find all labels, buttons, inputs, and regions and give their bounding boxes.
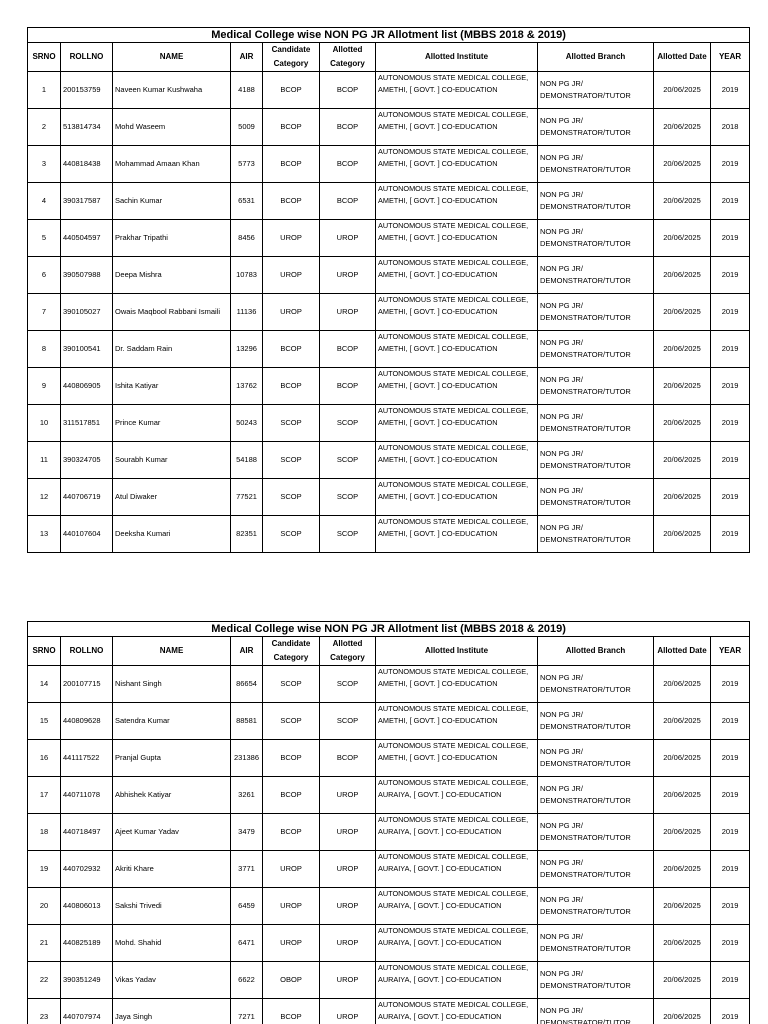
cell-candidate-category: BCOP [263, 777, 320, 814]
cell-allotted-branch: NON PG JR/ DEMONSTRATOR/TUTOR [538, 109, 654, 146]
cell-allotted-institute: AUTONOMOUS STATE MEDICAL COLLEGE, AURAIYA, [ GOVT. ] CO-EDUCATION [376, 962, 538, 999]
cell-allotted-date: 20/06/2025 [654, 888, 711, 925]
cell-air: 6622 [231, 962, 263, 999]
cell-srno: 7 [28, 294, 61, 331]
cell-candidate-category: UROP [263, 294, 320, 331]
table-row [28, 925, 750, 962]
cell-rollno: 390351249 [61, 962, 113, 999]
cell-allotted-date: 20/06/2025 [654, 183, 711, 220]
cell-allotted-date: 20/06/2025 [654, 368, 711, 405]
table-row [28, 516, 750, 553]
cell-allotted-branch: NON PG JR/ DEMONSTRATOR/TUTOR [538, 703, 654, 740]
table-title: Medical College wise NON PG JR Allotment list (MBBS 2018 & 2019) [28, 28, 750, 43]
cell-year: 2019 [711, 405, 750, 442]
cell-candidate-category: UROP [263, 925, 320, 962]
table-row [28, 666, 750, 703]
cell-allotted-date: 20/06/2025 [654, 442, 711, 479]
cell-candidate-category: BCOP [263, 999, 320, 1024]
cell-candidate-category: BCOP [263, 331, 320, 368]
cell-candidate-category: BCOP [263, 814, 320, 851]
cell-srno: 4 [28, 183, 61, 220]
cell-year: 2019 [711, 777, 750, 814]
cell-name: Deeksha Kumari [113, 516, 231, 553]
cell-allotted-date: 20/06/2025 [654, 962, 711, 999]
cell-rollno: 440825189 [61, 925, 113, 962]
cell-srno: 2 [28, 109, 61, 146]
cell-candidate-category: BCOP [263, 183, 320, 220]
cell-srno: 17 [28, 777, 61, 814]
cell-candidate-category: BCOP [263, 146, 320, 183]
table-row [28, 72, 750, 109]
cell-rollno: 440809628 [61, 703, 113, 740]
cell-rollno: 440706719 [61, 479, 113, 516]
cell-allotted-institute: AUTONOMOUS STATE MEDICAL COLLEGE, AMETHI, [ GOVT. ] CO-EDUCATION [376, 703, 538, 740]
cell-rollno: 440504597 [61, 220, 113, 257]
table-row [28, 999, 750, 1024]
cell-candidate-category: UROP [263, 220, 320, 257]
cell-air: 13296 [231, 331, 263, 368]
cell-allotted-branch: NON PG JR/ DEMONSTRATOR/TUTOR [538, 72, 654, 109]
cell-allotted-date: 20/06/2025 [654, 777, 711, 814]
cell-year: 2019 [711, 888, 750, 925]
cell-rollno: 390324705 [61, 442, 113, 479]
cell-allotted-date: 20/06/2025 [654, 999, 711, 1024]
cell-allotted-branch: NON PG JR/ DEMONSTRATOR/TUTOR [538, 220, 654, 257]
header-name: NAME [113, 43, 231, 72]
cell-rollno: 441117522 [61, 740, 113, 777]
cell-allotted-category: UROP [320, 257, 376, 294]
cell-year: 2019 [711, 666, 750, 703]
cell-air: 3479 [231, 814, 263, 851]
cell-candidate-category: SCOP [263, 703, 320, 740]
cell-year: 2019 [711, 851, 750, 888]
cell-rollno: 390105027 [61, 294, 113, 331]
cell-air: 6459 [231, 888, 263, 925]
cell-allotted-category: UROP [320, 962, 376, 999]
cell-allotted-branch: NON PG JR/ DEMONSTRATOR/TUTOR [538, 479, 654, 516]
cell-allotted-category: UROP [320, 851, 376, 888]
table-row [28, 777, 750, 814]
cell-srno: 15 [28, 703, 61, 740]
cell-allotted-date: 20/06/2025 [654, 146, 711, 183]
cell-rollno: 390317587 [61, 183, 113, 220]
cell-rollno: 440806013 [61, 888, 113, 925]
cell-name: Mohammad Amaan Khan [113, 146, 231, 183]
cell-year: 2019 [711, 962, 750, 999]
cell-rollno: 440711078 [61, 777, 113, 814]
cell-allotted-category: SCOP [320, 405, 376, 442]
cell-year: 2019 [711, 703, 750, 740]
cell-year: 2019 [711, 516, 750, 553]
cell-air: 5009 [231, 109, 263, 146]
cell-allotted-institute: AUTONOMOUS STATE MEDICAL COLLEGE, AMETHI, [ GOVT. ] CO-EDUCATION [376, 479, 538, 516]
cell-name: Sourabh Kumar [113, 442, 231, 479]
header-allotted-branch: Allotted Branch [538, 637, 654, 666]
cell-allotted-branch: NON PG JR/ DEMONSTRATOR/TUTOR [538, 925, 654, 962]
cell-srno: 6 [28, 257, 61, 294]
cell-allotted-category: SCOP [320, 703, 376, 740]
table-row [28, 479, 750, 516]
allotment-table-2 [27, 621, 750, 1024]
cell-srno: 11 [28, 442, 61, 479]
cell-srno: 20 [28, 888, 61, 925]
cell-air: 4188 [231, 72, 263, 109]
cell-srno: 9 [28, 368, 61, 405]
cell-allotted-category: SCOP [320, 666, 376, 703]
cell-allotted-institute: AUTONOMOUS STATE MEDICAL COLLEGE, AMETHI, [ GOVT. ] CO-EDUCATION [376, 146, 538, 183]
cell-allotted-date: 20/06/2025 [654, 814, 711, 851]
table-row [28, 442, 750, 479]
cell-allotted-date: 20/06/2025 [654, 925, 711, 962]
cell-allotted-date: 20/06/2025 [654, 740, 711, 777]
table-row [28, 331, 750, 368]
cell-allotted-institute: AUTONOMOUS STATE MEDICAL COLLEGE, AMETHI, [ GOVT. ] CO-EDUCATION [376, 183, 538, 220]
cell-allotted-date: 20/06/2025 [654, 479, 711, 516]
cell-srno: 8 [28, 331, 61, 368]
cell-allotted-category: BCOP [320, 109, 376, 146]
cell-name: Naveen Kumar Kushwaha [113, 72, 231, 109]
cell-year: 2018 [711, 109, 750, 146]
cell-name: Sachin Kumar [113, 183, 231, 220]
cell-name: Dr. Saddam Rain [113, 331, 231, 368]
header-srno: SRNO [28, 637, 61, 666]
cell-candidate-category: SCOP [263, 405, 320, 442]
cell-rollno: 440718497 [61, 814, 113, 851]
cell-rollno: 513814734 [61, 109, 113, 146]
allotment-table-1 [27, 27, 750, 553]
cell-allotted-category: UROP [320, 888, 376, 925]
cell-allotted-institute: AUTONOMOUS STATE MEDICAL COLLEGE, AURAIYA, [ GOVT. ] CO-EDUCATION [376, 814, 538, 851]
cell-allotted-institute: AUTONOMOUS STATE MEDICAL COLLEGE, AURAIYA, [ GOVT. ] CO-EDUCATION [376, 888, 538, 925]
header-allotted-institute: Allotted Institute [376, 43, 538, 72]
table-row [28, 888, 750, 925]
cell-rollno: 440707974 [61, 999, 113, 1024]
cell-candidate-category: SCOP [263, 666, 320, 703]
table-row [28, 368, 750, 405]
cell-year: 2019 [711, 183, 750, 220]
header-rollno: ROLLNO [61, 43, 113, 72]
cell-year: 2019 [711, 220, 750, 257]
cell-rollno: 200153759 [61, 72, 113, 109]
cell-allotted-category: BCOP [320, 740, 376, 777]
cell-allotted-date: 20/06/2025 [654, 109, 711, 146]
cell-allotted-branch: NON PG JR/ DEMONSTRATOR/TUTOR [538, 331, 654, 368]
cell-allotted-branch: NON PG JR/ DEMONSTRATOR/TUTOR [538, 962, 654, 999]
table-header-row [28, 637, 750, 666]
cell-allotted-date: 20/06/2025 [654, 666, 711, 703]
cell-air: 8456 [231, 220, 263, 257]
cell-name: Mohd. Shahid [113, 925, 231, 962]
cell-name: Prakhar Tripathi [113, 220, 231, 257]
cell-name: Jaya Singh [113, 999, 231, 1024]
cell-srno: 3 [28, 146, 61, 183]
cell-year: 2019 [711, 814, 750, 851]
cell-candidate-category: OBOP [263, 962, 320, 999]
cell-srno: 12 [28, 479, 61, 516]
cell-allotted-date: 20/06/2025 [654, 851, 711, 888]
header-allotted-branch: Allotted Branch [538, 43, 654, 72]
cell-allotted-institute: AUTONOMOUS STATE MEDICAL COLLEGE, AMETHI, [ GOVT. ] CO-EDUCATION [376, 294, 538, 331]
cell-air: 5773 [231, 146, 263, 183]
cell-allotted-branch: NON PG JR/ DEMONSTRATOR/TUTOR [538, 183, 654, 220]
cell-candidate-category: UROP [263, 257, 320, 294]
cell-year: 2019 [711, 146, 750, 183]
table-row [28, 851, 750, 888]
cell-air: 11136 [231, 294, 263, 331]
cell-name: Sakshi Trivedi [113, 888, 231, 925]
cell-year: 2019 [711, 72, 750, 109]
cell-rollno: 200107715 [61, 666, 113, 703]
cell-allotted-category: UROP [320, 777, 376, 814]
cell-name: Atul Diwaker [113, 479, 231, 516]
cell-candidate-category: BCOP [263, 368, 320, 405]
cell-name: Mohd Waseem [113, 109, 231, 146]
cell-allotted-institute: AUTONOMOUS STATE MEDICAL COLLEGE, AMETHI, [ GOVT. ] CO-EDUCATION [376, 516, 538, 553]
cell-year: 2019 [711, 331, 750, 368]
cell-candidate-category: BCOP [263, 72, 320, 109]
table-row [28, 405, 750, 442]
cell-allotted-institute: AUTONOMOUS STATE MEDICAL COLLEGE, AMETHI, [ GOVT. ] CO-EDUCATION [376, 220, 538, 257]
cell-air: 54188 [231, 442, 263, 479]
cell-allotted-institute: AUTONOMOUS STATE MEDICAL COLLEGE, AURAIYA, [ GOVT. ] CO-EDUCATION [376, 777, 538, 814]
header-allotted-category: Allotted Category [320, 637, 376, 666]
table-row [28, 146, 750, 183]
cell-rollno: 440107604 [61, 516, 113, 553]
cell-allotted-institute: AUTONOMOUS STATE MEDICAL COLLEGE, AMETHI, [ GOVT. ] CO-EDUCATION [376, 109, 538, 146]
table-title: Medical College wise NON PG JR Allotment list (MBBS 2018 & 2019) [28, 622, 750, 637]
cell-allotted-category: BCOP [320, 72, 376, 109]
cell-allotted-institute: AUTONOMOUS STATE MEDICAL COLLEGE, AMETHI, [ GOVT. ] CO-EDUCATION [376, 368, 538, 405]
cell-air: 77521 [231, 479, 263, 516]
cell-year: 2019 [711, 368, 750, 405]
cell-name: Ishita Katiyar [113, 368, 231, 405]
cell-srno: 23 [28, 999, 61, 1024]
table-body [28, 666, 750, 1024]
cell-allotted-date: 20/06/2025 [654, 703, 711, 740]
cell-allotted-branch: NON PG JR/ DEMONSTRATOR/TUTOR [538, 666, 654, 703]
header-candidate-category: Candidate Category [263, 43, 320, 72]
cell-name: Pranjal Gupta [113, 740, 231, 777]
cell-allotted-date: 20/06/2025 [654, 516, 711, 553]
table-row [28, 294, 750, 331]
cell-allotted-branch: NON PG JR/ DEMONSTRATOR/TUTOR [538, 405, 654, 442]
cell-name: Akriti Khare [113, 851, 231, 888]
cell-allotted-branch: NON PG JR/ DEMONSTRATOR/TUTOR [538, 257, 654, 294]
cell-year: 2019 [711, 257, 750, 294]
cell-year: 2019 [711, 442, 750, 479]
cell-allotted-date: 20/06/2025 [654, 331, 711, 368]
table-row [28, 814, 750, 851]
cell-allotted-category: UROP [320, 294, 376, 331]
header-year: YEAR [711, 637, 750, 666]
cell-year: 2019 [711, 294, 750, 331]
cell-allotted-date: 20/06/2025 [654, 405, 711, 442]
table-row [28, 109, 750, 146]
cell-srno: 14 [28, 666, 61, 703]
cell-allotted-branch: NON PG JR/ DEMONSTRATOR/TUTOR [538, 294, 654, 331]
header-year: YEAR [711, 43, 750, 72]
header-srno: SRNO [28, 43, 61, 72]
cell-allotted-branch: NON PG JR/ DEMONSTRATOR/TUTOR [538, 814, 654, 851]
cell-allotted-institute: AUTONOMOUS STATE MEDICAL COLLEGE, AMETHI, [ GOVT. ] CO-EDUCATION [376, 257, 538, 294]
cell-allotted-category: UROP [320, 999, 376, 1024]
table-row [28, 962, 750, 999]
cell-srno: 16 [28, 740, 61, 777]
header-name: NAME [113, 637, 231, 666]
cell-allotted-institute: AUTONOMOUS STATE MEDICAL COLLEGE, AMETHI, [ GOVT. ] CO-EDUCATION [376, 331, 538, 368]
header-allotted-institute: Allotted Institute [376, 637, 538, 666]
cell-allotted-date: 20/06/2025 [654, 257, 711, 294]
cell-allotted-institute: AUTONOMOUS STATE MEDICAL COLLEGE, AMETHI, [ GOVT. ] CO-EDUCATION [376, 405, 538, 442]
cell-candidate-category: BCOP [263, 109, 320, 146]
cell-air: 50243 [231, 405, 263, 442]
cell-allotted-category: BCOP [320, 146, 376, 183]
cell-allotted-branch: NON PG JR/ DEMONSTRATOR/TUTOR [538, 146, 654, 183]
cell-allotted-category: SCOP [320, 442, 376, 479]
cell-allotted-branch: NON PG JR/ DEMONSTRATOR/TUTOR [538, 777, 654, 814]
cell-allotted-institute: AUTONOMOUS STATE MEDICAL COLLEGE, AURAIYA, [ GOVT. ] CO-EDUCATION [376, 925, 538, 962]
cell-allotted-category: SCOP [320, 516, 376, 553]
cell-air: 231386 [231, 740, 263, 777]
cell-air: 7271 [231, 999, 263, 1024]
cell-name: Owais Maqbool Rabbani Ismaili [113, 294, 231, 331]
cell-allotted-institute: AUTONOMOUS STATE MEDICAL COLLEGE, AMETHI, [ GOVT. ] CO-EDUCATION [376, 740, 538, 777]
cell-allotted-category: UROP [320, 220, 376, 257]
cell-allotted-branch: NON PG JR/ DEMONSTRATOR/TUTOR [538, 740, 654, 777]
cell-name: Prince Kumar [113, 405, 231, 442]
cell-candidate-category: UROP [263, 851, 320, 888]
cell-air: 88581 [231, 703, 263, 740]
cell-air: 3261 [231, 777, 263, 814]
cell-allotted-date: 20/06/2025 [654, 220, 711, 257]
cell-allotted-institute: AUTONOMOUS STATE MEDICAL COLLEGE, AURAIYA, [ GOVT. ] CO-EDUCATION [376, 999, 538, 1024]
cell-name: Satendra Kumar [113, 703, 231, 740]
cell-rollno: 440806905 [61, 368, 113, 405]
cell-name: Abhishek Katiyar [113, 777, 231, 814]
cell-srno: 5 [28, 220, 61, 257]
cell-allotted-branch: NON PG JR/ DEMONSTRATOR/TUTOR [538, 368, 654, 405]
cell-allotted-branch: NON PG JR/ DEMONSTRATOR/TUTOR [538, 516, 654, 553]
cell-rollno: 390100541 [61, 331, 113, 368]
table-row [28, 740, 750, 777]
header-rollno: ROLLNO [61, 637, 113, 666]
cell-name: Ajeet Kumar Yadav [113, 814, 231, 851]
cell-air: 13762 [231, 368, 263, 405]
cell-candidate-category: SCOP [263, 442, 320, 479]
cell-air: 3771 [231, 851, 263, 888]
cell-air: 82351 [231, 516, 263, 553]
cell-srno: 10 [28, 405, 61, 442]
header-allotted-date: Allotted Date [654, 43, 711, 72]
cell-air: 86654 [231, 666, 263, 703]
cell-allotted-institute: AUTONOMOUS STATE MEDICAL COLLEGE, AMETHI, [ GOVT. ] CO-EDUCATION [376, 442, 538, 479]
table-body [28, 72, 750, 553]
cell-srno: 13 [28, 516, 61, 553]
cell-candidate-category: UROP [263, 888, 320, 925]
cell-allotted-institute: AUTONOMOUS STATE MEDICAL COLLEGE, AMETHI, [ GOVT. ] CO-EDUCATION [376, 666, 538, 703]
cell-allotted-date: 20/06/2025 [654, 294, 711, 331]
cell-allotted-institute: AUTONOMOUS STATE MEDICAL COLLEGE, AURAIYA, [ GOVT. ] CO-EDUCATION [376, 851, 538, 888]
cell-allotted-branch: NON PG JR/ DEMONSTRATOR/TUTOR [538, 442, 654, 479]
cell-name: Vikas Yadav [113, 962, 231, 999]
cell-srno: 22 [28, 962, 61, 999]
cell-allotted-category: SCOP [320, 479, 376, 516]
cell-allotted-category: UROP [320, 925, 376, 962]
cell-rollno: 440818438 [61, 146, 113, 183]
cell-rollno: 440702932 [61, 851, 113, 888]
cell-candidate-category: BCOP [263, 740, 320, 777]
cell-allotted-date: 20/06/2025 [654, 72, 711, 109]
cell-candidate-category: SCOP [263, 479, 320, 516]
cell-air: 6531 [231, 183, 263, 220]
cell-allotted-institute: AUTONOMOUS STATE MEDICAL COLLEGE, AMETHI, [ GOVT. ] CO-EDUCATION [376, 72, 538, 109]
cell-allotted-category: BCOP [320, 183, 376, 220]
cell-rollno: 311517851 [61, 405, 113, 442]
cell-rollno: 390507988 [61, 257, 113, 294]
table-row [28, 703, 750, 740]
cell-allotted-category: UROP [320, 814, 376, 851]
table-row [28, 183, 750, 220]
cell-year: 2019 [711, 999, 750, 1024]
cell-allotted-branch: NON PG JR/ DEMONSTRATOR/TUTOR [538, 851, 654, 888]
table-header-row [28, 43, 750, 72]
cell-year: 2019 [711, 740, 750, 777]
table-row [28, 257, 750, 294]
cell-srno: 18 [28, 814, 61, 851]
header-air: AIR [231, 637, 263, 666]
header-candidate-category: Candidate Category [263, 637, 320, 666]
cell-allotted-branch: NON PG JR/ DEMONSTRATOR/TUTOR [538, 999, 654, 1024]
cell-allotted-branch: NON PG JR/ DEMONSTRATOR/TUTOR [538, 888, 654, 925]
cell-year: 2019 [711, 925, 750, 962]
cell-candidate-category: SCOP [263, 516, 320, 553]
cell-srno: 19 [28, 851, 61, 888]
cell-air: 10783 [231, 257, 263, 294]
header-allotted-date: Allotted Date [654, 637, 711, 666]
cell-name: Deepa Mishra [113, 257, 231, 294]
cell-name: Nishant Singh [113, 666, 231, 703]
cell-year: 2019 [711, 479, 750, 516]
cell-air: 6471 [231, 925, 263, 962]
cell-srno: 1 [28, 72, 61, 109]
header-allotted-category: Allotted Category [320, 43, 376, 72]
table-row [28, 220, 750, 257]
cell-allotted-category: BCOP [320, 331, 376, 368]
header-air: AIR [231, 43, 263, 72]
cell-srno: 21 [28, 925, 61, 962]
cell-allotted-category: BCOP [320, 368, 376, 405]
